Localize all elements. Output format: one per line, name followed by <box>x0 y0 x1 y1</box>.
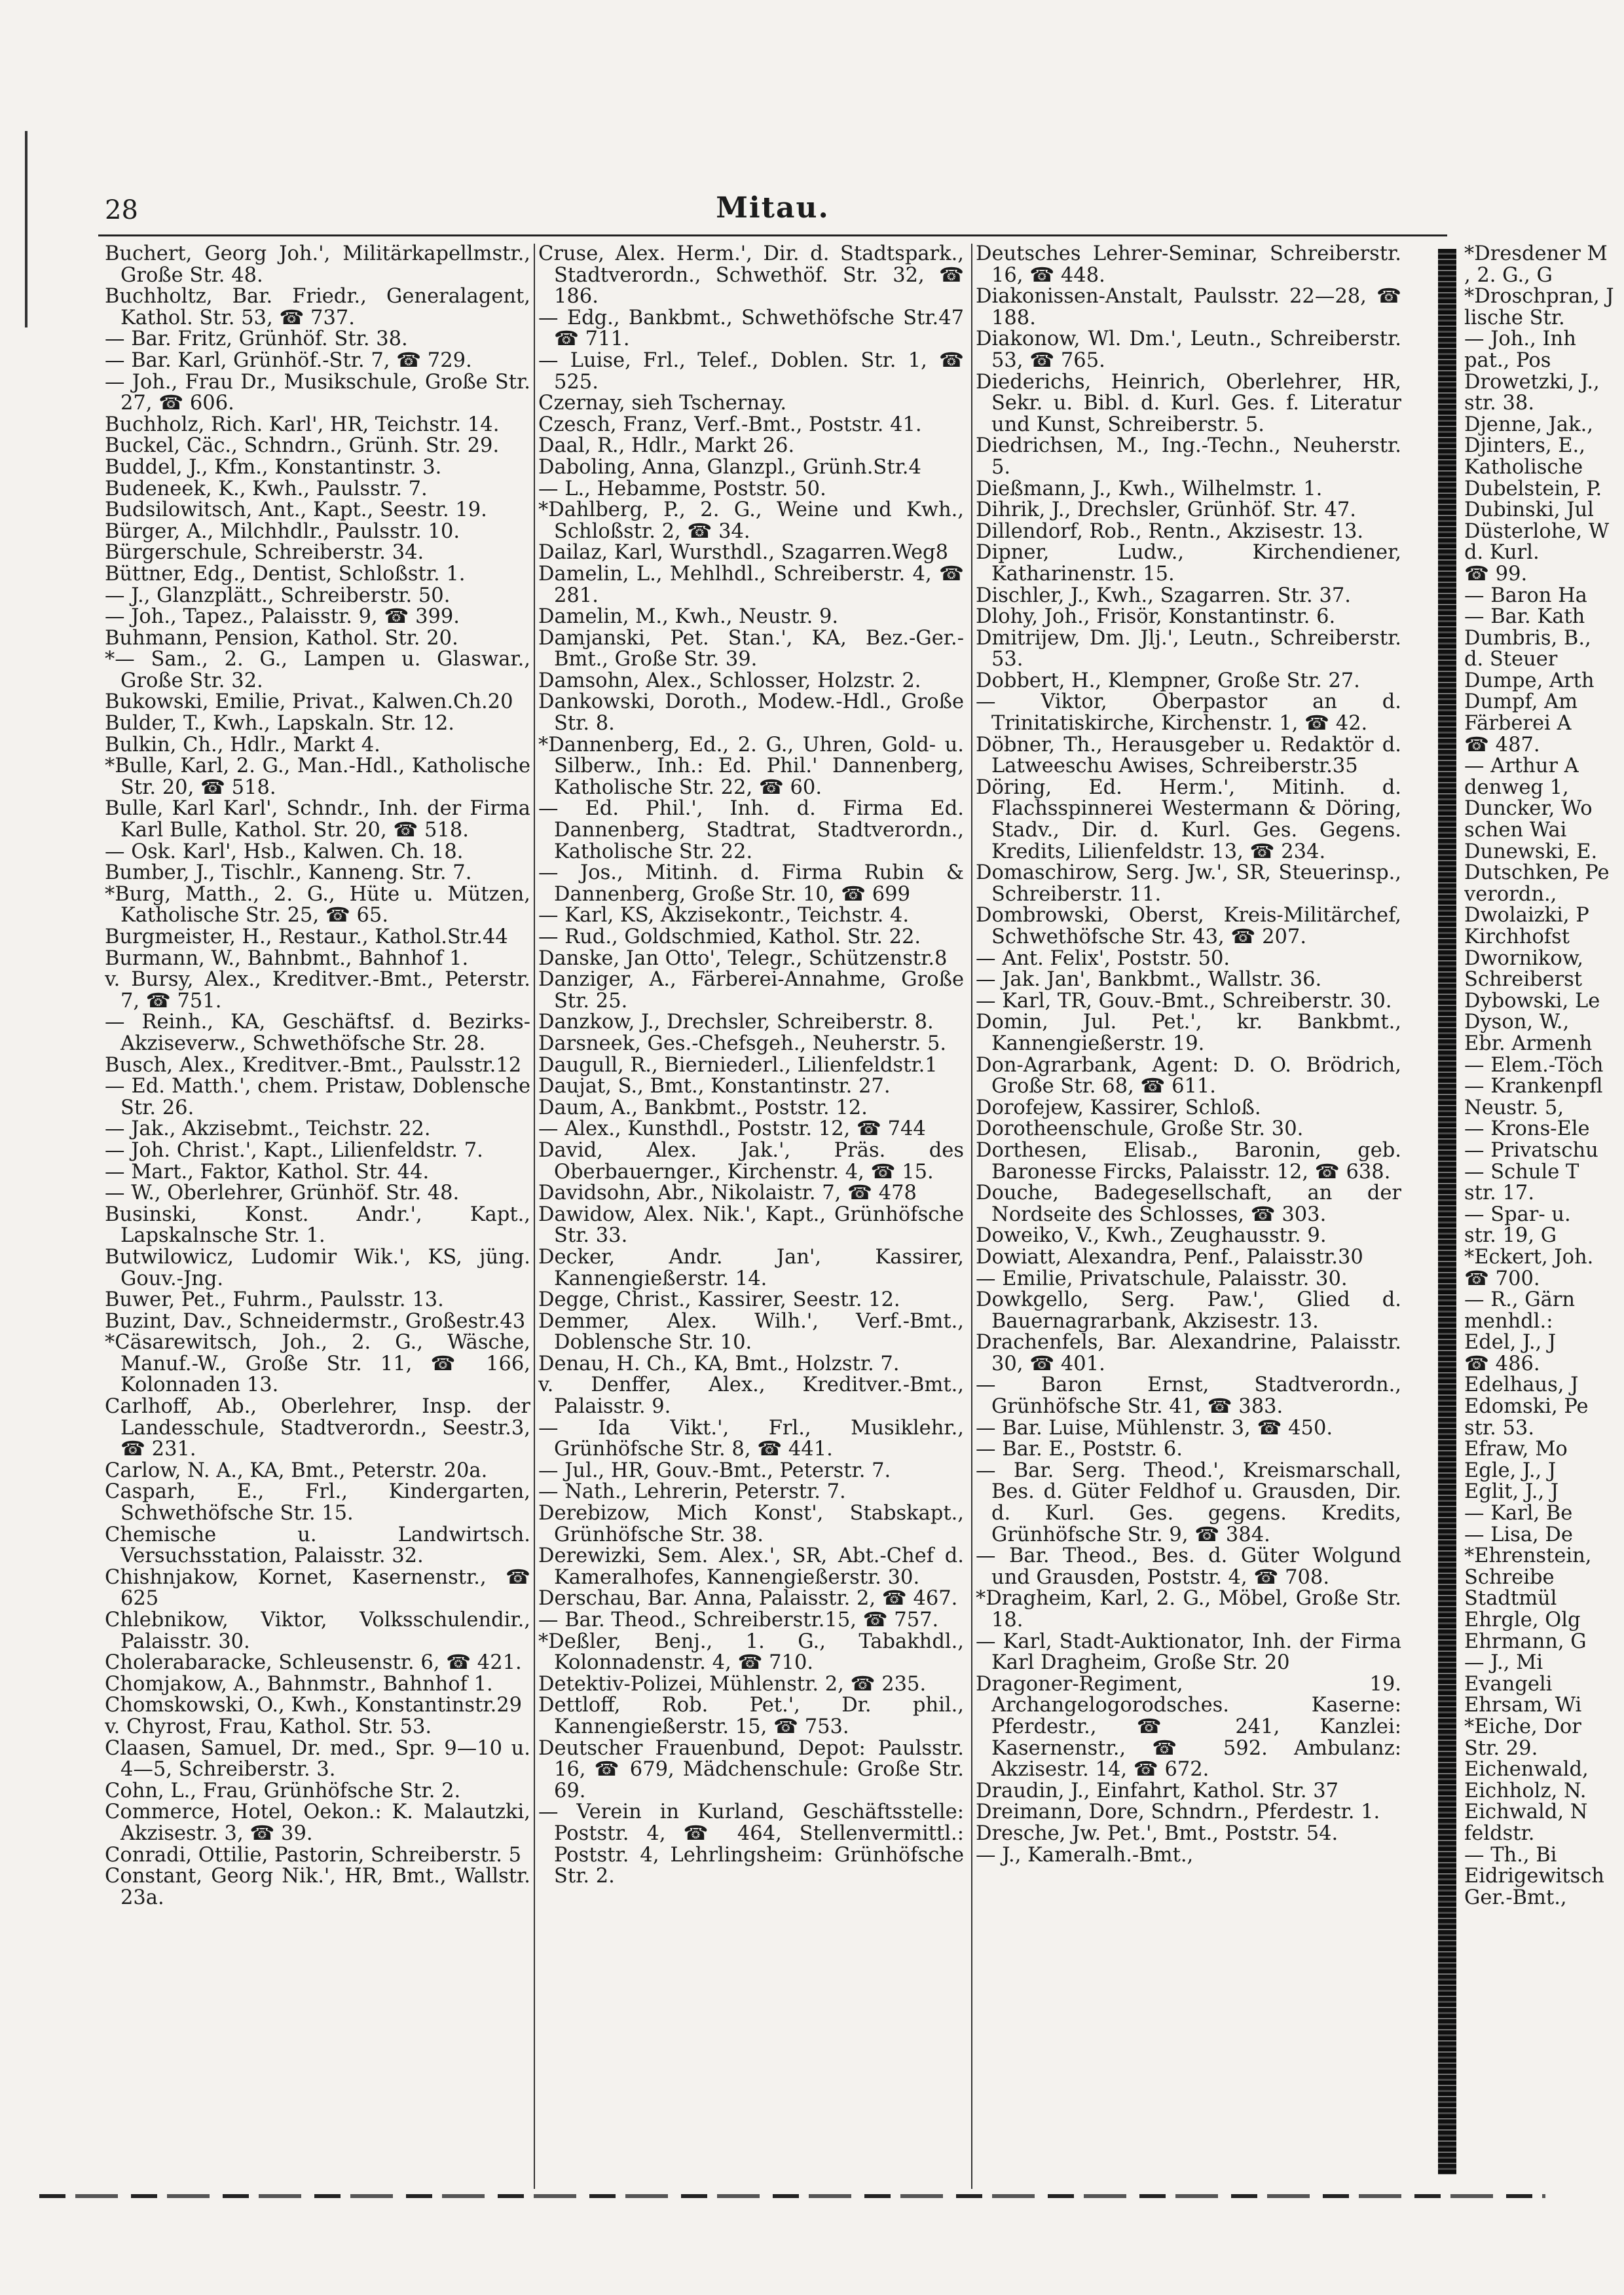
fragment-line: *Ehrenstein, <box>1464 1544 1592 1568</box>
fragment-line: Neustr. 5, <box>1464 1096 1564 1119</box>
directory-entry: Conradi, Ottilie, Pastorin, Schreiberstr. 5 <box>105 1843 522 1867</box>
directory-entry: Burmann, W., Bahnbmt., Bahnhof 1. <box>105 946 469 970</box>
directory-entry: Degge, Christ., Kassirer, Seestr. 12. <box>538 1288 900 1312</box>
fragment-line: ☎ 486. <box>1464 1352 1540 1375</box>
directory-entry: Burgmeister, H., Restaur., Kathol.Str.44 <box>105 925 508 948</box>
fragment-line: Edomski, Pe <box>1464 1395 1589 1419</box>
directory-entry: Buzint, Dav., Schneidermstr., Großestr.43 <box>105 1309 526 1333</box>
fragment-line: ☎ 700. <box>1464 1267 1540 1290</box>
directory-entry: Bulder, T., Kwh., Lapskaln. Str. 12. <box>105 712 454 736</box>
fragment-line: — Karl, Be <box>1464 1502 1573 1525</box>
directory-entry: Dorthesen, Elisab., Baronin, geb. Baronesse Fircks, Palaisstr. 12, ☎ 638. <box>976 1138 1401 1184</box>
fragment-line: — Joh., Inh <box>1464 327 1576 351</box>
directory-entry: Bukowski, Emilie, Privat., Kalwen.Ch.20 <box>105 690 513 714</box>
directory-entry: Dankowski, Doroth., Modew.-Hdl., Große Str. 8. <box>538 690 964 736</box>
fragment-line: denweg 1, <box>1464 775 1569 799</box>
directory-entry: Buhmann, Pension, Kathol. Str. 20. <box>105 626 458 650</box>
directory-entry: Carlhoff, Ab., Oberlehrer, Insp. der Landesschule, Stadtverordn., Seestr.3, ☎ 231. <box>105 1395 530 1461</box>
fragment-line: Dumpf, Am <box>1464 690 1578 714</box>
column-divider <box>971 244 972 2189</box>
directory-entry: Daujat, S., Bmt., Konstantinstr. 27. <box>538 1075 891 1098</box>
directory-entry: Damjanski, Pet. Stan.', KA, Bez.-Ger.-Bmt., Große Str. 39. <box>538 626 964 671</box>
fragment-line: Eglit, J., J <box>1464 1480 1559 1504</box>
directory-entry: Diakonissen-Anstalt, Paulsstr. 22—28, ☎ 188. <box>976 285 1401 329</box>
directory-entry: Danske, Jan Otto', Telegr., Schützenstr.8 <box>538 946 948 970</box>
fragment-line: Djinters, E., <box>1464 434 1585 458</box>
fragment-line: Dybowski, Le <box>1464 989 1600 1013</box>
directory-entry: Dobbert, H., Klempner, Große Str. 27. <box>976 669 1360 692</box>
page-number: 28 <box>105 195 138 225</box>
fragment-line: — Th., Bi <box>1464 1843 1557 1867</box>
directory-entry: — Bar. Serg. Theod.', Kreismarschall, Bes. d. Güter Feldhof u. Grausden, Dir. d. Kurl. Ges. gegens. Kredits, Grünhöfsche Str. 9, ☎ 384. <box>976 1459 1401 1546</box>
directory-entry: — J., Kameralh.-Bmt., <box>976 1843 1194 1867</box>
directory-entry: — Mart., Faktor, Kathol. Str. 44. <box>105 1160 430 1184</box>
directory-entry: Don-Agrarbank, Agent: D. O. Brödrich, Große Str. 68, ☎ 611. <box>976 1053 1401 1098</box>
directory-entry: Dailaz, Karl, Wursthdl., Szagarren.Weg8 <box>538 541 948 565</box>
directory-column-1 <box>105 244 530 1909</box>
directory-entry: — Jak., Akzisebmt., Teichstr. 22. <box>105 1117 431 1141</box>
directory-entry: Deutscher Frauenbund, Depot: Paulsstr. 16, ☎ 679, Mädchenschule: Große Str. 69. <box>538 1736 964 1802</box>
fragment-line: — Spar- u. <box>1464 1203 1571 1226</box>
directory-entry: Dipner, Ludw., Kirchendiener, Katharinenstr. 15. <box>976 541 1401 586</box>
directory-entry: Chlebnikow, Viktor, Volksschulendir., Palaisstr. 30. <box>105 1609 530 1653</box>
directory-entry: v. Bursy, Alex., Kreditver.-Bmt., Peterstr. 7, ☎ 751. <box>105 968 530 1013</box>
fragment-line: str. 19, G <box>1464 1224 1557 1248</box>
fragment-line: Ehrgle, Olg <box>1464 1609 1581 1632</box>
fragment-line: Dwornikow, <box>1464 946 1583 970</box>
directory-entry: — Ed. Phil.', Inh. d. Firma Ed. Dannenberg, Stadtrat, Stadtverordn., Katholische Str. 22. <box>538 797 964 863</box>
fragment-line: Efraw, Mo <box>1464 1438 1568 1461</box>
fragment-line: — Elem.-Töch <box>1464 1053 1604 1077</box>
directory-entry: Deutsches Lehrer-Seminar, Schreiberstr. 16, ☎ 448. <box>976 242 1401 287</box>
directory-entry: — Joh. Christ.', Kapt., Lilienfeldstr. 7. <box>105 1138 483 1162</box>
fragment-line: Edelhaus, J <box>1464 1373 1579 1397</box>
fragment-line: — R., Gärn <box>1464 1288 1576 1312</box>
fragment-line: pat., Pos <box>1464 348 1551 372</box>
directory-entry: — Jos., Mitinh. d. Firma Rubin & Dannenberg, Große Str. 10, ☎ 699 <box>538 861 964 906</box>
fragment-line: feldstr. <box>1464 1821 1535 1845</box>
fragment-line: Düsterlohe, W <box>1464 519 1610 543</box>
fragment-line: Ebr. Armenh <box>1464 1032 1593 1055</box>
directory-entry: Budeneek, K., Kwh., Paulsstr. 7. <box>105 477 428 500</box>
fragment-line: Str. 29. <box>1464 1736 1538 1760</box>
directory-entry: Dischler, J., Kwh., Szagarren. Str. 37. <box>976 584 1351 607</box>
directory-entry: — Rud., Goldschmied, Kathol. Str. 22. <box>538 925 921 948</box>
directory-entry: Diakonow, Wl. Dm.', Leutn., Schreiberstr. 53, ☎ 765. <box>976 327 1401 372</box>
column-divider <box>534 244 535 2189</box>
directory-entry: Davidsohn, Abr., Nikolaistr. 7, ☎ 478 <box>538 1182 917 1205</box>
directory-entry: Dorotheenschule, Große Str. 30. <box>976 1117 1304 1141</box>
directory-entry: — Emilie, Privatschule, Palaisstr. 30. <box>976 1267 1348 1290</box>
fragment-line: Egle, J., J <box>1464 1459 1557 1482</box>
fragment-line: str. 53. <box>1464 1416 1535 1440</box>
directory-entry: — Karl, KS, Akzisekontr., Teichstr. 4. <box>538 904 910 927</box>
fragment-line: Eidrigewitsch <box>1464 1865 1604 1888</box>
directory-entry: — Ant. Felix', Poststr. 50. <box>976 946 1230 970</box>
directory-entry: Chomskowski, O., Kwh., Konstantinstr.29 <box>105 1694 523 1717</box>
directory-entry: Cholerabaracke, Schleusenstr. 6, ☎ 421. <box>105 1651 522 1675</box>
fragment-line: str. 38. <box>1464 392 1535 415</box>
directory-entry: — J., Glanzplätt., Schreiberstr. 50. <box>105 584 451 607</box>
directory-entry: — Jul., HR, Gouv.-Bmt., Peterstr. 7. <box>538 1459 891 1482</box>
fragment-line: str. 17. <box>1464 1182 1535 1205</box>
directory-entry: Derschau, Bar. Anna, Palaisstr. 2, ☎ 467. <box>538 1587 958 1611</box>
directory-entry: Businski, Konst. Andr.', Kapt., Lapskalnsche Str. 1. <box>105 1203 530 1248</box>
directory-entry: *— Sam., 2. G., Lampen u. Glaswar., Große Str. 32. <box>105 648 530 692</box>
directory-entry: Danziger, A., Färberei-Annahme, Große Str. 25. <box>538 968 964 1013</box>
fragment-line: ☎ 99. <box>1464 562 1528 586</box>
directory-entry: Dowkgello, Serg. Paw.', Glied d. Bauernagrarbank, Akzisestr. 13. <box>976 1288 1401 1333</box>
directory-entry: Dresche, Jw. Pet.', Bmt., Poststr. 54. <box>976 1821 1338 1845</box>
fragment-line: d. Steuer <box>1464 648 1558 671</box>
fragment-line: Edel, J., J <box>1464 1331 1557 1354</box>
page-bottom-scuff <box>39 2194 1545 2198</box>
running-title: Mitau. <box>716 191 830 225</box>
directory-entry: Dmitrijew, Dm. Jlj.', Leutn., Schreiberstr. 53. <box>976 626 1401 671</box>
fragment-line: Dyson, W., <box>1464 1011 1570 1034</box>
fragment-line: Kirchhofst <box>1464 925 1570 948</box>
directory-entry: Dombrowski, Oberst, Kreis-Militärchef, Schwethöfsche Str. 43, ☎ 207. <box>976 904 1401 948</box>
directory-entry: — W., Oberlehrer, Grünhöf. Str. 48. <box>105 1182 460 1205</box>
fragment-line: *Eiche, Dor <box>1464 1715 1581 1738</box>
directory-entry: Czernay, sieh Tschernay. <box>538 392 787 415</box>
directory-entry: Claasen, Samuel, Dr. med., Spr. 9—10 u. 4—5, Schreiberstr. 3. <box>105 1736 530 1782</box>
directory-entry: Detektiv-Polizei, Mühlenstr. 2, ☎ 235. <box>538 1672 927 1696</box>
fragment-line: Schreibe <box>1464 1565 1555 1589</box>
directory-entry: — Luise, Frl., Telef., Doblen. Str. 1, ☎ 525. <box>538 348 964 394</box>
fragment-line: Ehrsam, Wi <box>1464 1694 1582 1717</box>
fragment-line: Stadtmül <box>1464 1587 1557 1611</box>
directory-entry: — Verein in Kurland, Geschäftsstelle: Poststr. 4, ☎ 464, Stellenvermittl.: Poststr. 4, Lehrlingsheim: Grünhöfsche Str. 2. <box>538 1801 964 1888</box>
directory-entry: Damelin, L., Mehlhdl., Schreiberstr. 4, ☎ 281. <box>538 562 964 607</box>
directory-entry: Domaschirow, Serg. Jw.', SR, Steuerinsp., Schreiberstr. 11. <box>976 861 1401 906</box>
fragment-line: — Schule T <box>1464 1160 1579 1184</box>
fragment-line: Eichwald, N <box>1464 1801 1588 1824</box>
directory-entry: — Karl, TR, Gouv.-Bmt., Schreiberstr. 30. <box>976 989 1392 1013</box>
directory-entry: Daugull, R., Bierniederl., Lilienfeldstr.1 <box>538 1053 938 1077</box>
directory-entry: — Bar. Theod., Bes. d. Güter Wolgund und Grausden, Poststr. 4, ☎ 708. <box>976 1544 1401 1589</box>
directory-entry: Chomjakow, A., Bahnmstr., Bahnhof 1. <box>105 1672 493 1696</box>
directory-entry: Daal, R., Hdlr., Markt 26. <box>538 434 795 458</box>
directory-entry: Carlow, N. A., KA, Bmt., Peterstr. 20a. <box>105 1459 488 1482</box>
directory-entry: — Joh., Frau Dr., Musikschule, Große Str. 27, ☎ 606. <box>105 370 530 415</box>
directory-entry: — Bar. Theod., Schreiberstr.15, ☎ 757. <box>538 1609 939 1632</box>
directory-entry: — Osk. Karl', Hsb., Kalwen. Ch. 18. <box>105 840 464 863</box>
fragment-line: Dutschken, Pe <box>1464 861 1610 885</box>
directory-entry: Bürgerschule, Schreiberstr. 34. <box>105 541 424 565</box>
directory-entry: Chishnjakow, Kornet, Kasernenstr., ☎ 625 <box>105 1565 530 1611</box>
fragment-line: — Krankenpfl <box>1464 1075 1603 1098</box>
directory-entry: — Bar. Luise, Mühlenstr. 3, ☎ 450. <box>976 1416 1333 1440</box>
fragment-line: Duncker, Wo <box>1464 797 1593 821</box>
directory-entry: Dießmann, J., Kwh., Wilhelmstr. 1. <box>976 477 1323 500</box>
directory-entry: *Bulle, Karl, 2. G., Man.-Hdl., Katholische Str. 20, ☎ 518. <box>105 755 530 799</box>
fragment-line: , 2. G., G <box>1464 263 1553 287</box>
directory-entry: Domin, Jul. Pet.', kr. Bankbmt., Kannengießerstr. 19. <box>976 1011 1401 1055</box>
directory-entry: Demmer, Alex. Wilh.', Verf.-Bmt., Doblensche Str. 10. <box>538 1309 964 1354</box>
directory-entry: *Dahlberg, P., 2. G., Weine und Kwh., Schloßstr. 2, ☎ 34. <box>538 498 964 543</box>
directory-entry: Dihrik, J., Drechsler, Grünhöf. Str. 47. <box>976 498 1356 522</box>
directory-entry: Doweiko, V., Kwh., Zeughausstr. 9. <box>976 1224 1327 1248</box>
fragment-line: — Lisa, De <box>1464 1523 1573 1546</box>
directory-entry: Casparh, E., Frl., Kindergarten, Schwethöfsche Str. 15. <box>105 1480 530 1525</box>
directory-entry: Damelin, M., Kwh., Neustr. 9. <box>538 605 839 629</box>
directory-entry: Commerce, Hotel, Oekon.: K. Malautzki, Akzisestr. 3, ☎ 39. <box>105 1801 530 1845</box>
directory-entry: Douche, Badegesellschaft, an der Nordseite des Schlosses, ☎ 303. <box>976 1182 1401 1226</box>
binding-shadow <box>1438 249 1456 2174</box>
fragment-line: Dumbris, B., <box>1464 626 1591 650</box>
directory-entry: Czesch, Franz, Verf.-Bmt., Poststr. 41. <box>538 413 922 436</box>
directory-entry: Buchert, Georg Joh.', Militärkapellmstr., Große Str. 48. <box>105 242 530 287</box>
fragment-line: Färberei A <box>1464 712 1572 736</box>
directory-entry: David, Alex. Jak.', Präs. des Oberbauernger., Kirchenstr. 4, ☎ 15. <box>538 1138 964 1184</box>
directory-entry: Dragoner-Regiment, 19. Archangelogorodsches. Kaserne: Pferdestr., ☎ 241, Kanzlei: Kasernenstr., ☎ 592. Ambulanz: Akzisestr. 14, ☎ 672. <box>976 1672 1401 1782</box>
directory-entry: Buchholtz, Bar. Friedr., Generalagent, Kathol. Str. 53, ☎ 737. <box>105 285 530 329</box>
fragment-line: d. Kurl. <box>1464 541 1540 565</box>
fragment-line: Schreiberst <box>1464 968 1583 992</box>
directory-entry: Butwilowicz, Ludomir Wik.', KS, jüng. Gouv.-Jng. <box>105 1245 530 1290</box>
directory-entry: Budsilowitsch, Ant., Kapt., Seestr. 19. <box>105 498 487 522</box>
directory-entry: *Dannenberg, Ed., 2. G., Uhren, Gold- u. Silberw., Inh.: Ed. Phil.' Dannenberg, Katholische Str. 22, ☎ 60. <box>538 733 964 799</box>
directory-entry: — Edg., Bankbmt., Schwethöfsche Str.47 ☎ 711. <box>538 306 964 351</box>
fragment-line: Dunewski, E. <box>1464 840 1598 863</box>
directory-entry: Denau, H. Ch., KA, Bmt., Holzstr. 7. <box>538 1352 900 1375</box>
directory-entry: *Burg, Matth., 2. G., Hüte u. Mützen, Katholische Str. 25, ☎ 65. <box>105 882 530 927</box>
directory-entry: Daum, A., Bankbmt., Poststr. 12. <box>538 1096 868 1119</box>
directory-entry: Darsneek, Ges.-Chefsgeh., Neuherstr. 5. <box>538 1032 947 1055</box>
directory-entry: — Nath., Lehrerin, Peterstr. 7. <box>538 1480 846 1504</box>
directory-entry: Buddel, J., Kfm., Konstantinstr. 3. <box>105 455 442 479</box>
directory-entry: Constant, Georg Nik.', HR, Bmt., Wallstr. 23a. <box>105 1865 530 1909</box>
fragment-line: lische Str. <box>1464 306 1565 329</box>
directory-entry: v. Chyrost, Frau, Kathol. Str. 53. <box>105 1715 432 1738</box>
fragment-line: — Krons-Ele <box>1464 1117 1590 1141</box>
directory-entry: Chemische u. Landwirtsch. Versuchsstation, Palaisstr. 32. <box>105 1523 530 1568</box>
directory-entry: Dawidow, Alex. Nik.', Kapt., Grünhöfsche Str. 33. <box>538 1203 964 1248</box>
fragment-line: verordn., <box>1464 882 1557 906</box>
directory-entry: Dowiatt, Alexandra, Penf., Palaisstr.30 <box>976 1245 1363 1269</box>
directory-entry: Döbner, Th., Herausgeber u. Redaktör d. Latweeschu Awises, Schreiberstr.35 <box>976 733 1401 778</box>
directory-entry: Diederichs, Heinrich, Oberlehrer, HR, Sekr. u. Bibl. d. Kurl. Ges. f. Literatur und Kunst, Schreiberstr. 5. <box>976 370 1401 436</box>
fragment-line: Ehrmann, G <box>1464 1630 1587 1653</box>
fragment-line: Evangeli <box>1464 1672 1553 1696</box>
directory-entry: Buchholz, Rich. Karl', HR, Teichstr. 14. <box>105 413 500 436</box>
directory-entry: Dorofejew, Kassirer, Schloß. <box>976 1096 1261 1119</box>
directory-entry: Dreimann, Dore, Schndrn., Pferdestr. 1. <box>976 1801 1380 1824</box>
directory-entry: Dillendorf, Rob., Rentn., Akzisestr. 13. <box>976 519 1364 543</box>
fragment-line: — Baron Ha <box>1464 584 1587 607</box>
fragment-line: Katholische <box>1464 455 1583 479</box>
fragment-line: Dwolaizki, P <box>1464 904 1589 927</box>
directory-column-2 <box>538 244 964 1888</box>
directory-entry: Dettloff, Rob. Pet.', Dr. phil., Kannengießerstr. 15, ☎ 753. <box>538 1694 964 1738</box>
directory-entry: — Bar. Fritz, Grünhöf. Str. 38. <box>105 327 408 351</box>
directory-entry: — Jak. Jan', Bankbmt., Wallstr. 36. <box>976 968 1322 992</box>
directory-entry: Dlohy, Joh., Frisör, Konstantinstr. 6. <box>976 605 1336 629</box>
directory-entry: Bulkin, Ch., Hdlr., Markt 4. <box>105 733 380 756</box>
directory-entry: Derebizow, Mich Konst', Stabskapt., Grünhöfsche Str. 38. <box>538 1502 964 1546</box>
adjacent-page-fragment <box>1464 244 1624 2176</box>
directory-entry: — Ida Vikt.', Frl., Musiklehr., Grünhöfsche Str. 8, ☎ 441. <box>538 1416 964 1461</box>
directory-entry: Daboling, Anna, Glanzpl., Grünh.Str.4 <box>538 455 921 479</box>
directory-entry: — Karl, Stadt-Auktionator, Inh. der Firma Karl Dragheim, Große Str. 20 <box>976 1630 1401 1675</box>
fragment-line: *Droschpran, J <box>1464 285 1614 308</box>
fragment-line: — Arthur A <box>1464 755 1579 778</box>
fragment-line: ☎ 487. <box>1464 733 1540 756</box>
directory-entry: Derewizki, Sem. Alex.', SR, Abt.-Chef d. Kameralhofes, Kannengießerstr. 30. <box>538 1544 964 1589</box>
directory-entry: Busch, Alex., Kreditver.-Bmt., Paulsstr.12 <box>105 1053 522 1077</box>
fragment-line: Eichenwald, <box>1464 1758 1589 1782</box>
fragment-line: Ger.-Bmt., <box>1464 1886 1567 1909</box>
directory-entry: Cruse, Alex. Herm.', Dir. d. Stadtspark., Stadtverordn., Schwethöf. Str. 32, ☎ 186. <box>538 242 964 308</box>
fragment-line: Dumpe, Arth <box>1464 669 1595 692</box>
fragment-line: Eichholz, N. <box>1464 1779 1587 1802</box>
directory-entry: Döring, Ed. Herm.', Mitinh. d. Flachsspinnerei Westermann & Döring, Stadv., Dir. d. Kurl. Ges. Gegens. Kredits, Lilienfeldstr. 13, ☎ 234. <box>976 775 1401 863</box>
fragment-line: — Privatschu <box>1464 1138 1598 1162</box>
directory-entry: Büttner, Edg., Dentist, Schloßstr. 1. <box>105 562 466 586</box>
directory-entry: Bumber, J., Tischlr., Kanneng. Str. 7. <box>105 861 472 885</box>
directory-entry: — Ed. Matth.', chem. Pristaw, Doblensche Str. 26. <box>105 1075 530 1119</box>
directory-entry: *Cäsarewitsch, Joh., 2. G., Wäsche, Manuf.-W., Große Str. 11, ☎ 166, Kolonnaden 13. <box>105 1331 530 1397</box>
directory-entry: — Baron Ernst, Stadtverordn., Grünhöfsche Str. 41, ☎ 383. <box>976 1373 1401 1419</box>
directory-entry: Cohn, L., Frau, Grünhöfsche Str. 2. <box>105 1779 461 1802</box>
fragment-line: menhdl.: <box>1464 1309 1553 1333</box>
page-header <box>105 189 1441 234</box>
directory-entry: Drachenfels, Bar. Alexandrine, Palaisstr. 30, ☎ 401. <box>976 1331 1401 1375</box>
fragment-line: Dubinski, Jul <box>1464 498 1594 522</box>
fragment-line: *Dresdener M <box>1464 244 1608 265</box>
directory-entry: Draudin, J., Einfahrt, Kathol. Str. 37 <box>976 1779 1339 1802</box>
directory-entry: Bulle, Karl Karl', Schndr., Inh. der Firma Karl Bulle, Kathol. Str. 20, ☎ 518. <box>105 797 530 842</box>
directory-entry: Buwer, Pet., Fuhrm., Paulsstr. 13. <box>105 1288 444 1312</box>
directory-entry: Bürger, A., Milchhdlr., Paulsstr. 10. <box>105 519 460 543</box>
fragment-line: *Eckert, Joh. <box>1464 1245 1594 1269</box>
fragment-line: Drowetzki, J., <box>1464 370 1600 394</box>
fragment-line: Dubelstein, P. <box>1464 477 1602 500</box>
directory-column-3 <box>976 244 1401 1866</box>
directory-entry: — L., Hebamme, Poststr. 50. <box>538 477 826 500</box>
directory-entry: Damsohn, Alex., Schlosser, Holzstr. 2. <box>538 669 921 692</box>
directory-entry: Decker, Andr. Jan', Kassirer, Kannengießerstr. 14. <box>538 1245 964 1290</box>
header-rule <box>98 234 1447 236</box>
directory-entry: Danzkow, J., Drechsler, Schreiberstr. 8. <box>538 1011 934 1034</box>
directory-entry: — Bar. E., Poststr. 6. <box>976 1438 1183 1461</box>
directory-entry: — Bar. Karl, Grünhöf.-Str. 7, ☎ 729. <box>105 348 472 372</box>
directory-entry: — Alex., Kunsthdl., Poststr. 12, ☎ 744 <box>538 1117 926 1141</box>
directory-entry: Buckel, Cäc., Schndrn., Grünh. Str. 29. <box>105 434 500 458</box>
page-edge-mark <box>25 131 28 327</box>
fragment-line: — Bar. Kath <box>1464 605 1585 629</box>
directory-entry: Diedrichsen, M., Ing.-Techn., Neuherstr. 5. <box>976 434 1401 479</box>
directory-entry: v. Denffer, Alex., Kreditver.-Bmt., Palaisstr. 9. <box>538 1373 964 1419</box>
fragment-line: — J., Mi <box>1464 1651 1543 1675</box>
fragment-line: schen Wai <box>1464 819 1567 842</box>
directory-entry: — Joh., Tapez., Palaisstr. 9, ☎ 399. <box>105 605 460 629</box>
directory-entry: — Reinh., KA, Geschäftsf. d. Bezirks-Akziseverw., Schwethöfsche Str. 28. <box>105 1011 530 1055</box>
directory-entry: — Viktor, Oberpastor an d. Trinitatiskirche, Kirchenstr. 1, ☎ 42. <box>976 690 1401 736</box>
directory-entry: *Deßler, Benj., 1. G., Tabakhdl., Kolonnadenstr. 4, ☎ 710. <box>538 1630 964 1675</box>
fragment-line: Djenne, Jak., <box>1464 413 1593 436</box>
directory-entry: *Dragheim, Karl, 2. G., Möbel, Große Str. 18. <box>976 1587 1401 1632</box>
